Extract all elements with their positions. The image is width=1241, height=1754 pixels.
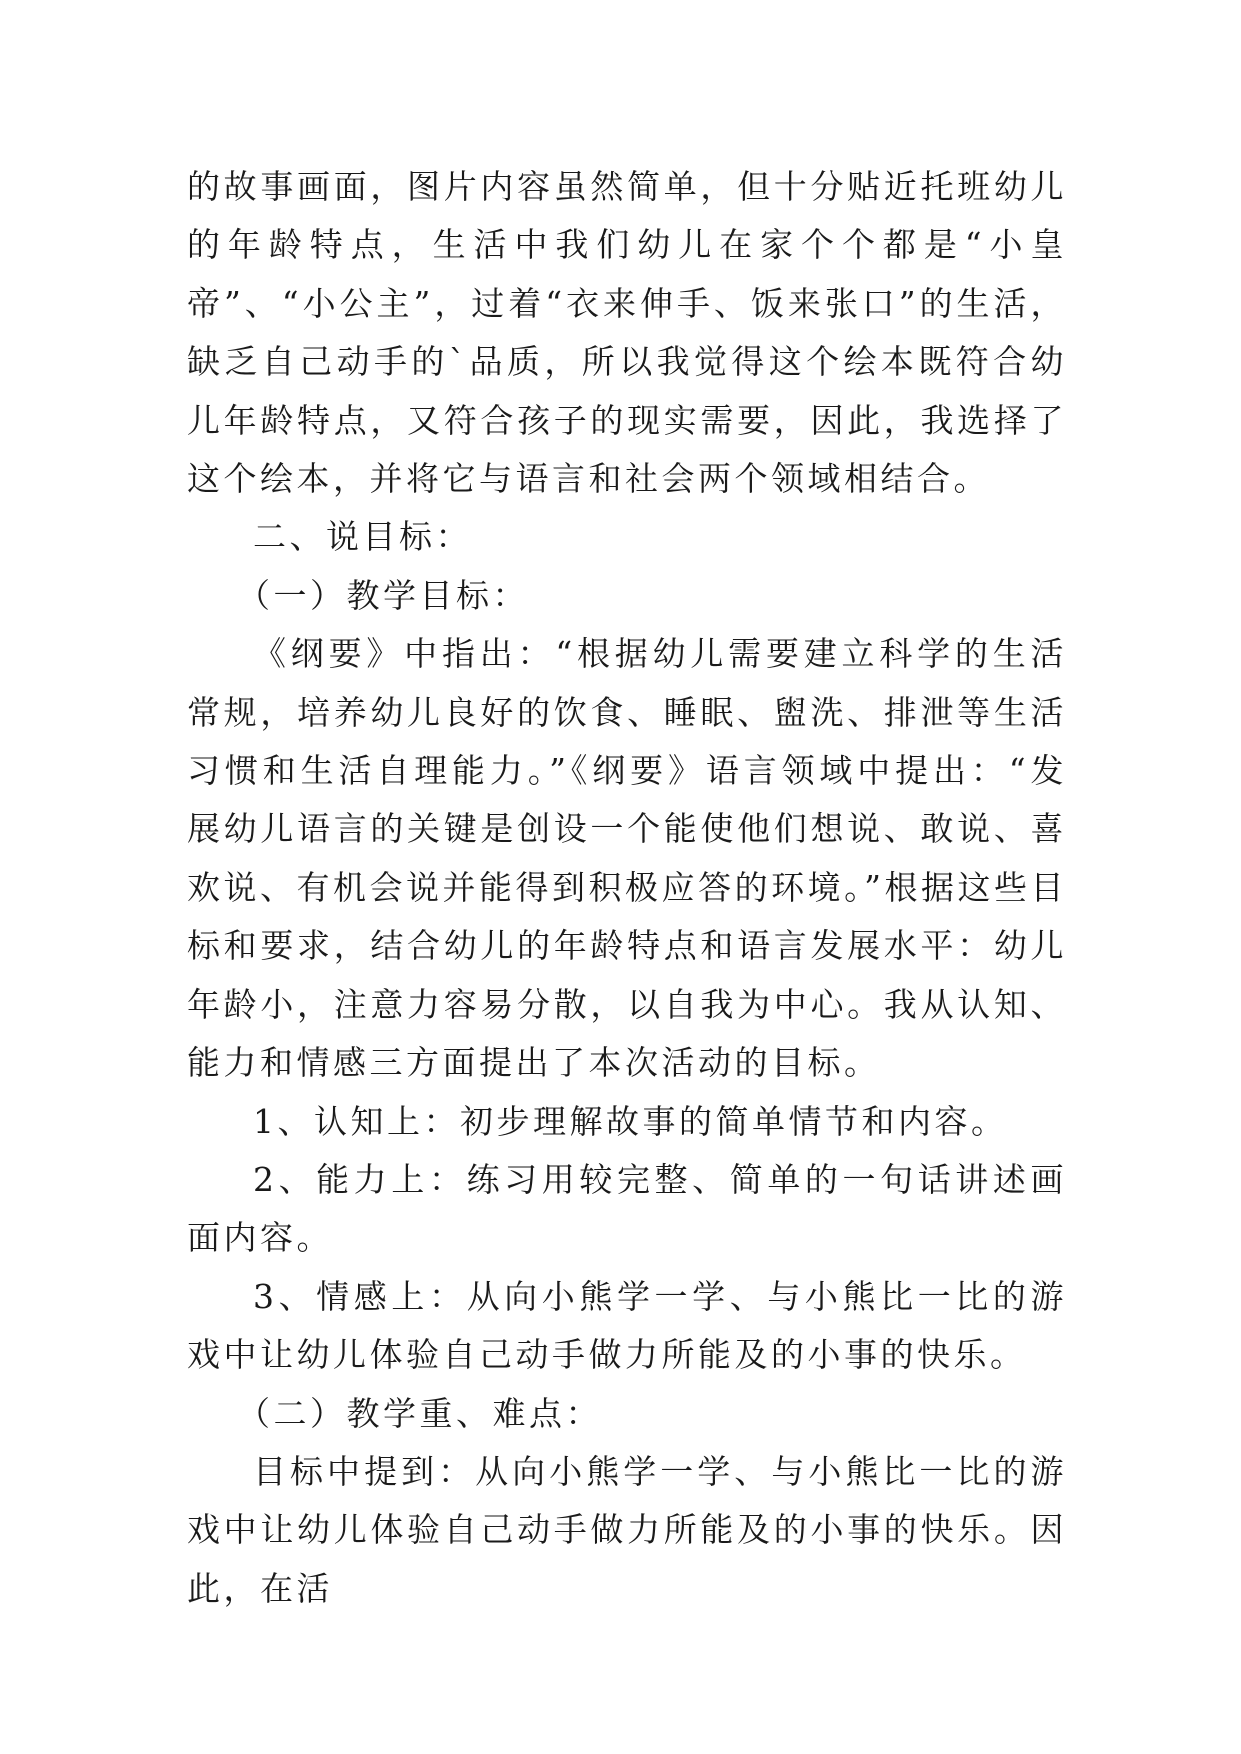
document-body — [187, 158, 1067, 1618]
paragraph-guidelines: 《纲要》中指出：“根据幼儿需要建立科学的生活常规，培养幼儿良好的饮食、睡眠、盥洗、排泄等生活习惯和生活自理能力。”《纲要》语言领域中提出：“发展幼儿语言的关键是创设一个能使他们想说、敢说、喜欢说、有机会说并能得到积极应答的环境。”根据这些目标和要求，结合幼儿的年龄特点和语言发展水平：幼儿年龄小，注意力容易分散，以自我为中心。我从认知、能力和情感三方面提出了本次活动的目标。 — [187, 634, 1067, 1083]
paragraph-key-points: 目标中提到：从向小熊学一学、与小熊比一比的游戏中让幼儿体验自己动手做力所能及的小事的快乐。因此，在活 — [187, 1451, 1067, 1608]
subsection-heading-teaching-goals: （一）教学目标： — [237, 575, 529, 615]
goal-item-cognition: 1、认知上：初步理解故事的简单情节和内容。 — [253, 1101, 1008, 1141]
paragraph-intro-continued: 的故事画面，图片内容虽然简单，但十分贴近托班幼儿的年龄特点，生活中我们幼儿在家个个都是“小皇帝”、“小公主”，过着“衣来伸手、饭来张口”的生活，缺乏自己动手的`品质，所以我觉得这个绘本既符合幼儿年龄特点，又符合孩子的现实需要，因此，我选择了这个绘本，并将它与语言和社会两个领域相结合。 — [187, 167, 1067, 499]
goal-item-ability: 2、能力上：练习用较完整、简单的一句话讲述画面内容。 — [187, 1159, 1067, 1258]
subsection-heading-key-points: （二）教学重、难点： — [237, 1393, 602, 1433]
section-heading-goals: 二、说目标： — [253, 517, 472, 557]
goal-item-emotion: 3、情感上：从向小熊学一学、与小熊比一比的游戏中让幼儿体验自己动手做力所能及的小事的快乐。 — [187, 1276, 1067, 1375]
